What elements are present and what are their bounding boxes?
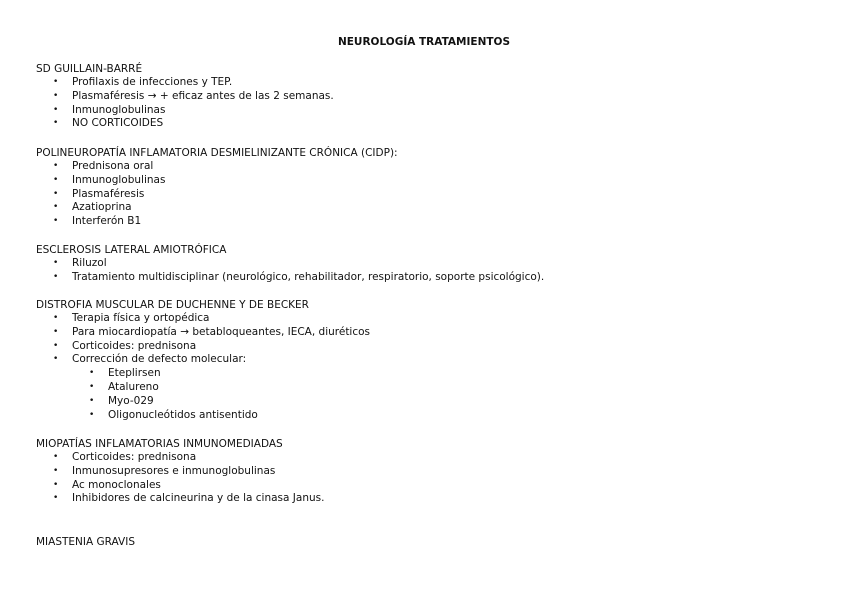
list-item: • Corrección de defecto molecular: [36, 353, 816, 367]
list-item: • Corticoides: prednisona [36, 340, 816, 354]
list-item: • Inmunoglobulinas [36, 174, 816, 188]
section-heading: MIOPATÍAS INFLAMATORIAS INMUNOMEDIADAS [36, 438, 283, 450]
list-item: • Ac monoclonales [36, 479, 816, 493]
list-item: • Para miocardiopatía → betabloqueantes, IECA, diuréticos [36, 326, 816, 340]
section-cidp [36, 146, 816, 229]
section-duchenne-becker [36, 298, 816, 422]
list-item: • Oligonucleótidos antisentido [36, 409, 816, 423]
bullet-list [36, 160, 816, 229]
bullet-list [36, 451, 816, 506]
list-item: • Inmunoglobulinas [36, 104, 816, 118]
bullet-list [36, 312, 816, 367]
list-item: • Azatioprina [36, 201, 816, 215]
nested-bullet-list [36, 367, 816, 422]
list-item: • Plasmaféresis → + eficaz antes de las 2 semanas. [36, 90, 816, 104]
section-miastenia [36, 535, 816, 549]
section-heading: SD GUILLAIN-BARRÉ [36, 63, 143, 75]
list-item: • Riluzol [36, 257, 816, 271]
section-miopatias [36, 437, 816, 506]
section-heading: DISTROFIA MUSCULAR DE DUCHENNE Y DE BECKER [36, 299, 309, 311]
bullet-list [36, 76, 816, 131]
list-item: • Myo-029 [36, 395, 816, 409]
section-heading: POLINEUROPATÍA INFLAMATORIA DESMIELINIZANTE CRÓNICA (CIDP): [36, 147, 398, 159]
list-item: • Inhibidores de calcineurina y de la cinasa Janus. [36, 492, 816, 506]
list-item: • Prednisona oral [36, 160, 816, 174]
list-item: • Tratamiento multidisciplinar (neurológico, rehabilitador, respiratorio, soporte psicológico). [36, 271, 816, 285]
list-item: • Corticoides: prednisona [36, 451, 816, 465]
list-item: • Eteplirsen [36, 367, 816, 381]
list-item: • Interferón B1 [36, 215, 816, 229]
section-guillain-barre [36, 62, 816, 131]
list-item: • Profilaxis de infecciones y TEP. [36, 76, 816, 90]
list-item: • Inmunosupresores e inmunoglobulinas [36, 465, 816, 479]
bullet-list [36, 257, 816, 285]
list-item: • Plasmaféresis [36, 188, 816, 202]
list-item: • NO CORTICOIDES [36, 117, 816, 131]
section-heading: ESCLEROSIS LATERAL AMIOTRÓFICA [36, 244, 227, 256]
section-ela [36, 243, 816, 285]
list-item: • Atalureno [36, 381, 816, 395]
list-item: • Terapia física y ortopédica [36, 312, 816, 326]
section-heading: MIASTENIA GRAVIS [36, 536, 135, 548]
document-title: NEUROLOGÍA TRATAMIENTOS [337, 36, 511, 48]
